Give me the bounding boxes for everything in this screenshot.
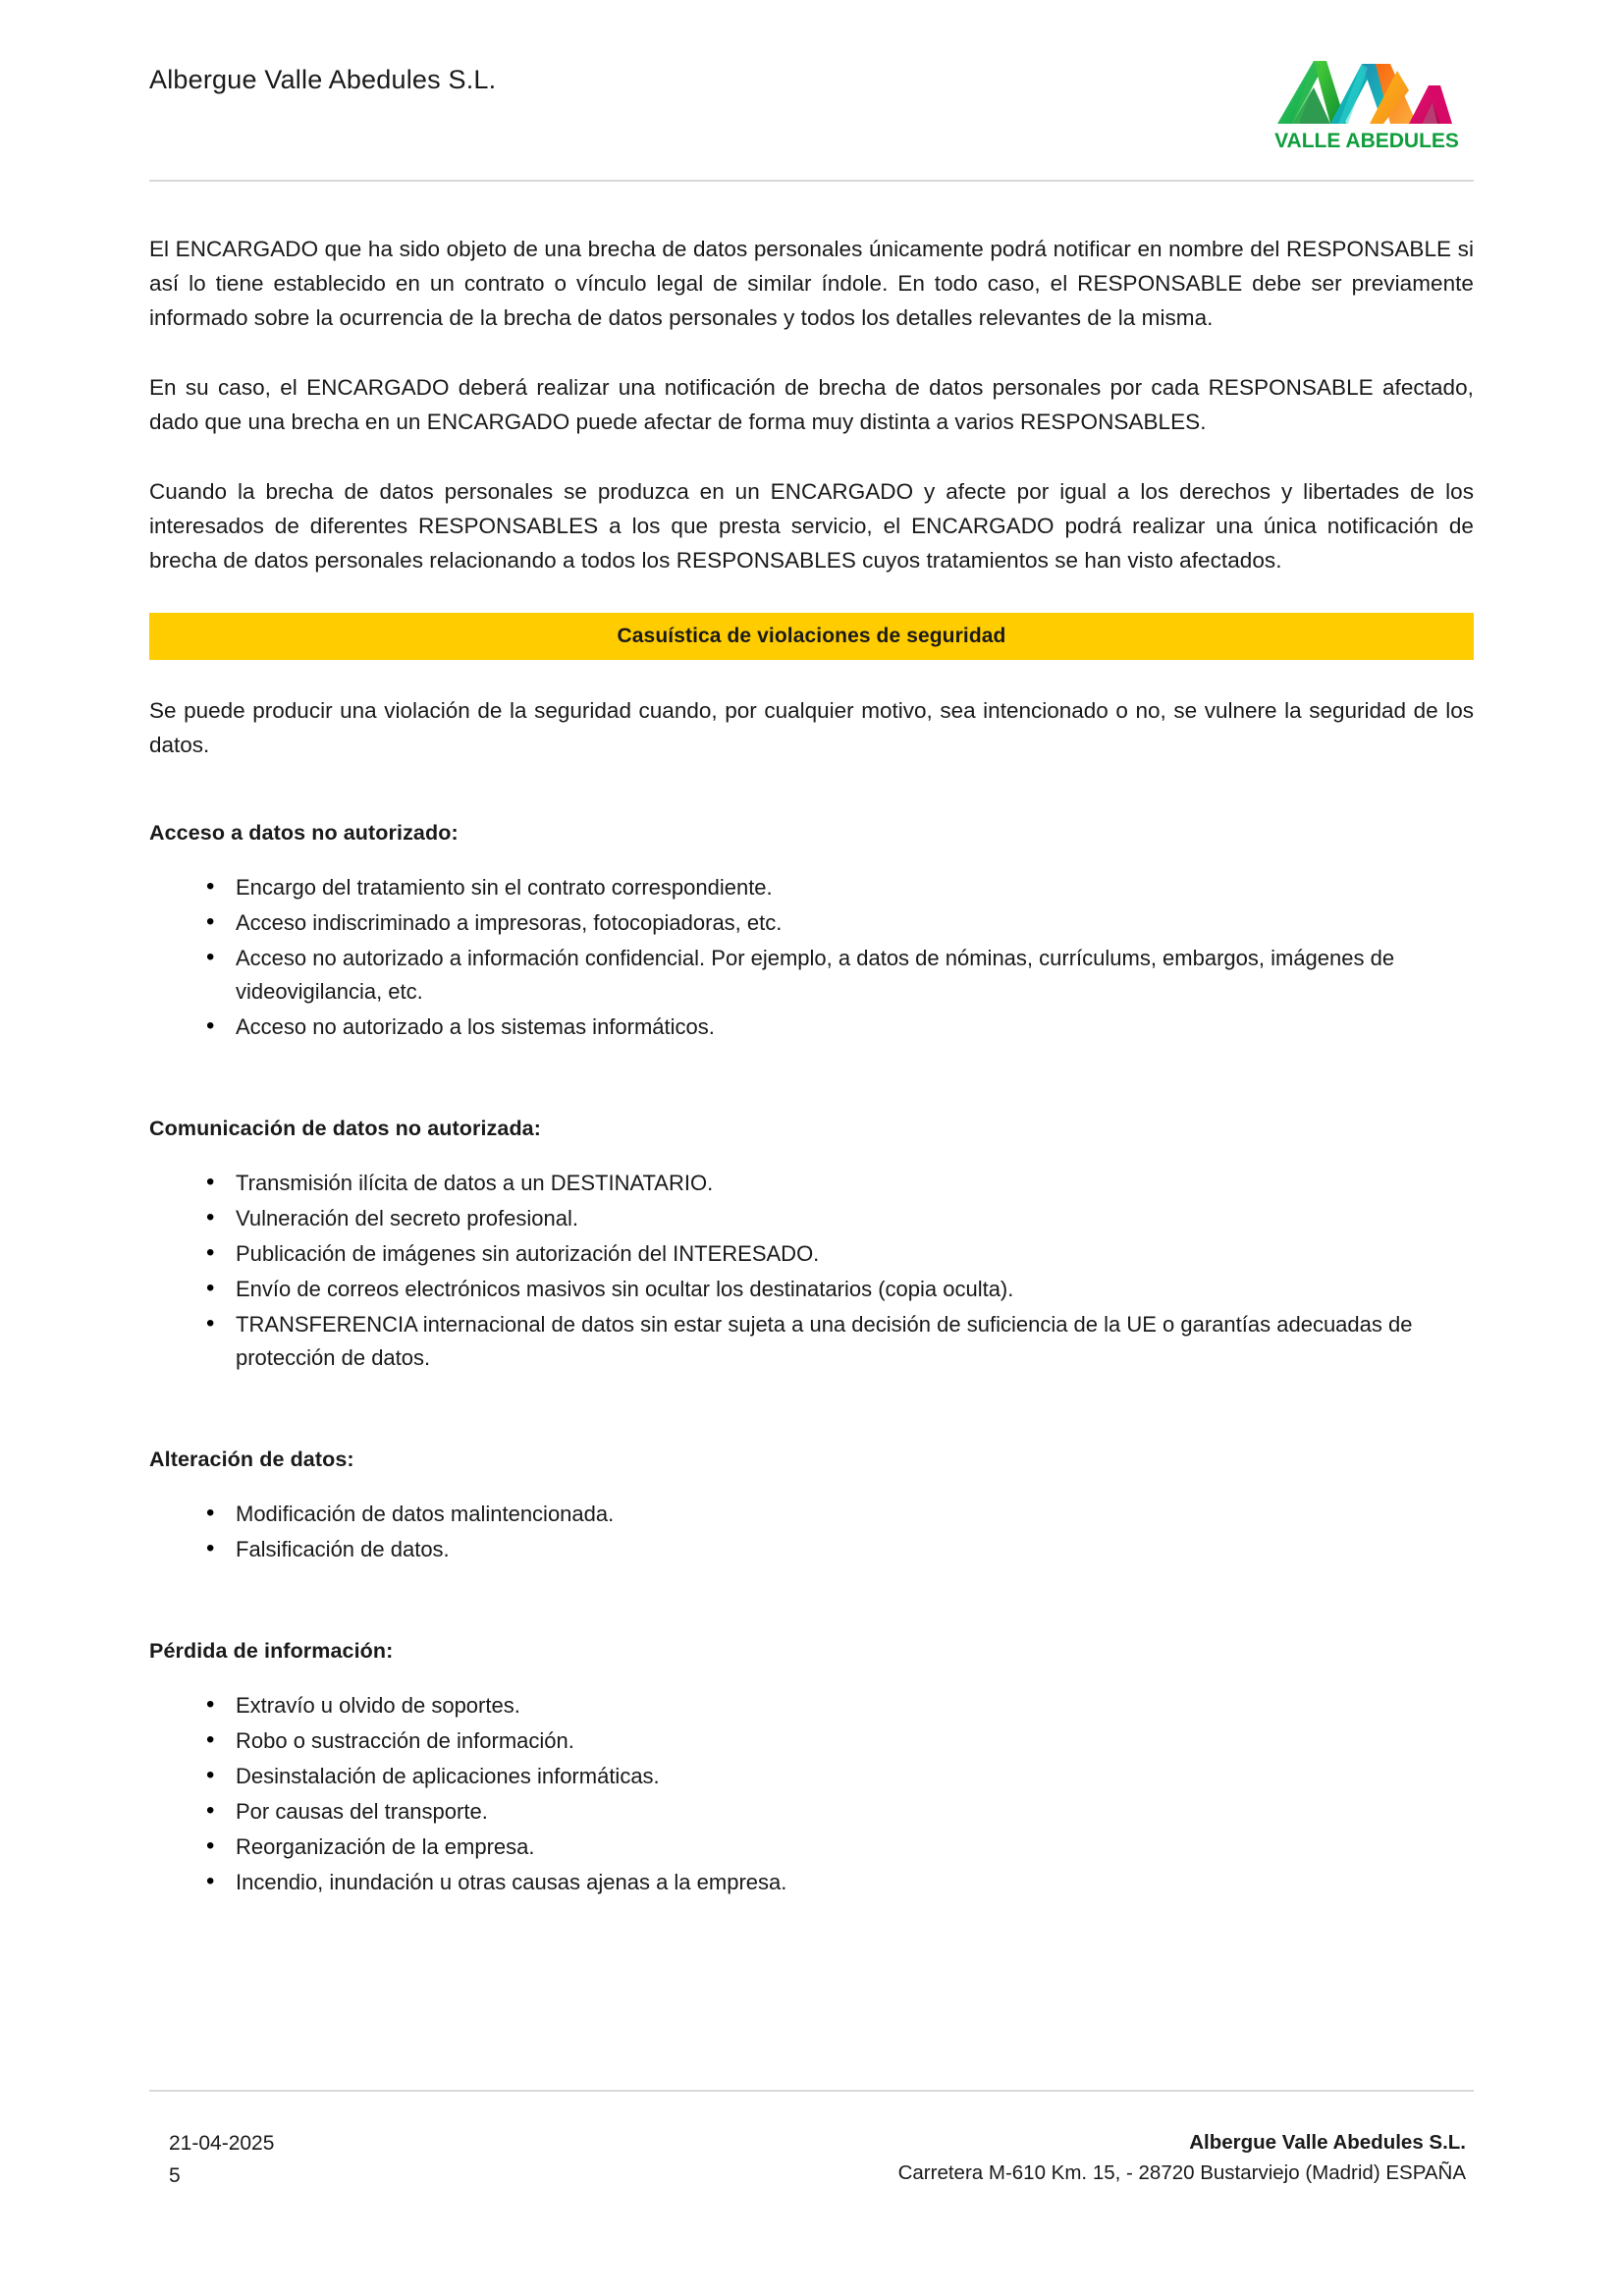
section-banner (149, 613, 1474, 660)
bullet-list (149, 1167, 1474, 1375)
list-item: • Modificación de datos malintencionada. (206, 1498, 1474, 1531)
header-divider (149, 180, 1474, 182)
list-item: • Publicación de imágenes sin autorización del INTERESADO. (206, 1237, 1474, 1271)
list-item: • Desinstalación de aplicaciones informáticas. (206, 1760, 1474, 1793)
footer-left-block (169, 2127, 274, 2192)
bullet-list (149, 1689, 1474, 1899)
list-item: • Falsificación de datos. (206, 1533, 1474, 1566)
list-item: • Incendio, inundación u otras causas ajenas a la empresa. (206, 1866, 1474, 1899)
section-heading: Pérdida de información: (149, 1639, 394, 1663)
list-item: • Vulneración del secreto profesional. (206, 1202, 1474, 1235)
section-banner-title: Casuística de violaciones de seguridad (617, 625, 1006, 647)
section-acceso-datos-no-autorizado (149, 821, 1474, 1044)
paragraph-2: En su caso, el ENCARGADO deberá realizar una notificación de brecha de datos personales por cada RESPONSABLE afectado, dado que una brecha en un ENCARGADO puede afectar de forma muy distinta a varios RESPONSABLES. (149, 375, 1474, 434)
list-item: • TRANSFERENCIA internacional de datos sin estar sujeta a una decisión de suficiencia de la UE o garantías adecuadas de protección de datos. (206, 1308, 1474, 1375)
section-alteracion-de-datos (149, 1448, 1474, 1566)
header-company-name: Albergue Valle Abedules S.L. (149, 65, 497, 94)
paragraph-3: Cuando la brecha de datos personales se produzca en un ENCARGADO y afecte por igual a los derechos y libertades de los interesados de diferentes RESPONSABLES a los que presta servicio, el ENCARGADO podrá realizar una única notificación de brecha de datos personales relacionando a todos los RESPONSABLES cuyos tratamientos se han visto afectados. (149, 479, 1474, 573)
document-content (149, 232, 1474, 1939)
section-perdida-de-informacion (149, 1639, 1474, 1899)
page-footer (149, 2127, 1474, 2235)
section-heading: Alteración de datos: (149, 1448, 354, 1471)
bullet-list (149, 871, 1474, 1044)
list-item: • Reorganización de la empresa. (206, 1831, 1474, 1864)
logo-wordmark: VALLE ABEDULES (1274, 130, 1459, 152)
list-item: • Robo o sustracción de información. (206, 1724, 1474, 1758)
list-item: • Encargo del tratamiento sin el contrato correspondiente. (206, 871, 1474, 904)
list-item: • Extravío u olvido de soportes. (206, 1689, 1474, 1722)
section-heading: Acceso a datos no autorizado: (149, 821, 459, 845)
valle-abedules-logo (1260, 33, 1474, 153)
page-number: 5 (169, 2164, 181, 2187)
section-comunicacion-datos-no-autorizada (149, 1117, 1474, 1375)
spacer (149, 1414, 1474, 1448)
list-item: • Por causas del transporte. (206, 1795, 1474, 1829)
page-header (149, 33, 1474, 181)
section-heading: Comunicación de datos no autorizada: (149, 1117, 541, 1140)
spacer (149, 1083, 1474, 1117)
list-item: • Transmisión ilícita de datos a un DESTINATARIO. (206, 1167, 1474, 1200)
logo-mountains-icon (1260, 33, 1474, 153)
spacer (149, 1606, 1474, 1639)
footer-company-name: Albergue Valle Abedules S.L. (1189, 2131, 1466, 2154)
footer-divider (149, 2090, 1474, 2092)
list-item: • Acceso indiscriminado a impresoras, fotocopiadoras, etc. (206, 906, 1474, 940)
paragraph-1: El ENCARGADO que ha sido objeto de una brecha de datos personales únicamente podrá notificar en nombre del RESPONSABLE si así lo tiene establecido en un contrato o vínculo legal de similar índole. En todo caso, el RESPONSABLE debe ser previamente informado sobre la ocurrencia de la brecha de datos personales y todos los detalles relevantes de la misma. (149, 237, 1474, 330)
list-item: • Envío de correos electrónicos masivos sin ocultar los destinatarios (copia oculta). (206, 1273, 1474, 1306)
bullet-list (149, 1498, 1474, 1566)
footer-date: 21-04-2025 (169, 2132, 275, 2155)
footer-right-block (898, 2127, 1466, 2188)
list-item: • Acceso no autorizado a los sistemas informáticos. (206, 1011, 1474, 1044)
footer-address: Carretera M-610 Km. 15, - 28720 Bustarviejo (Madrid) ESPAÑA (897, 2161, 1466, 2184)
list-item: • Acceso no autorizado a información confidencial. Por ejemplo, a datos de nóminas, currículums, embargos, imágenes de videovigilancia, etc. (206, 942, 1474, 1009)
intro-paragraph: Se puede producir una violación de la seguridad cuando, por cualquier motivo, sea intencionado o no, se vulnere la seguridad de los datos. (149, 698, 1474, 757)
